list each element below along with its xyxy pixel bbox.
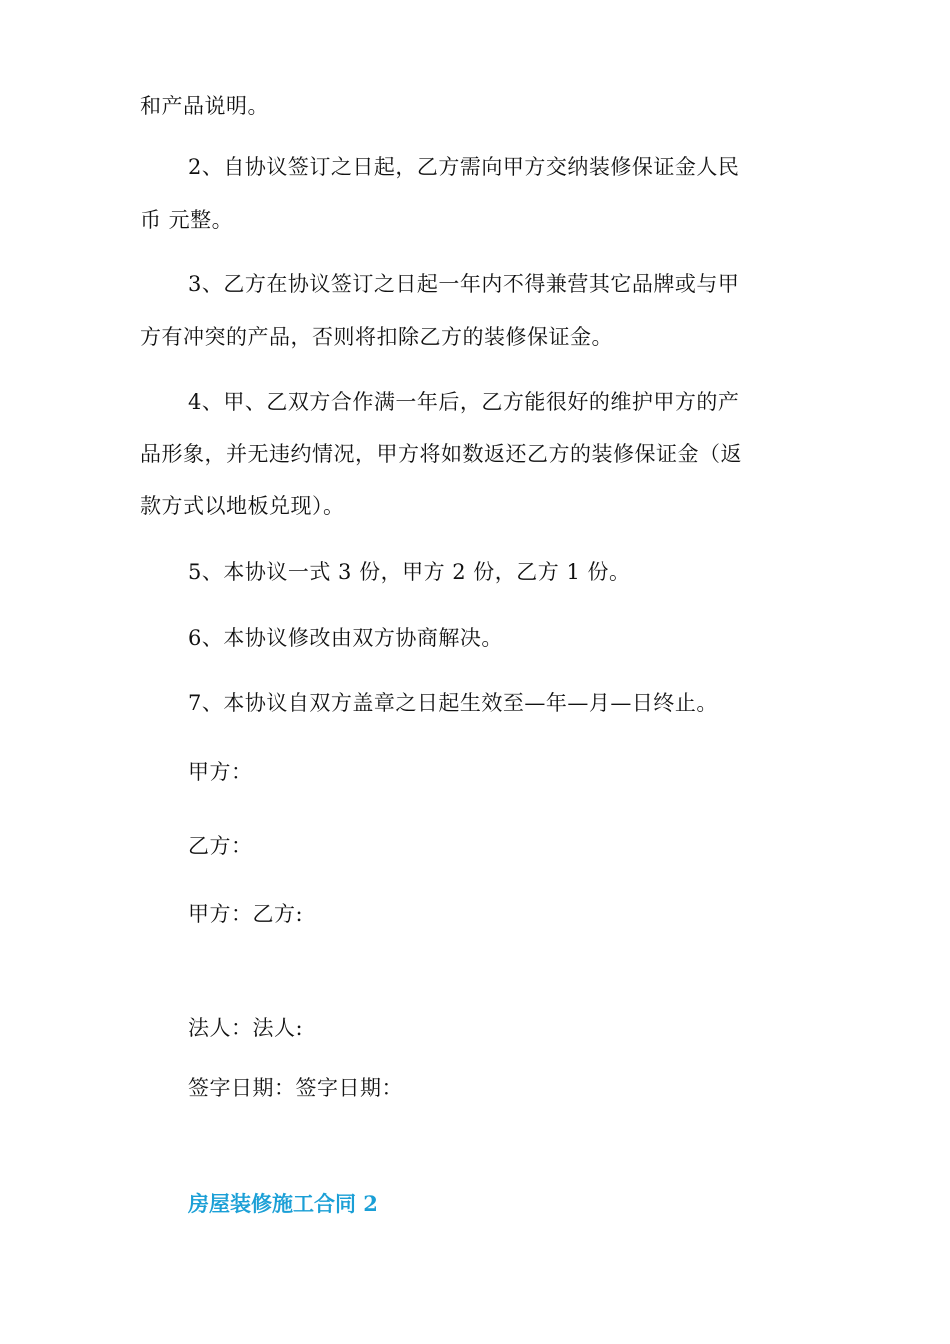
legal-person-line: 法人：法人: [188, 1016, 304, 1040]
clause-4-line-2: 品形象，并无违约情况，甲方将如数返还乙方的装修保证金（返 [140, 442, 742, 466]
paragraph-line: 和产品说明。 [140, 94, 269, 118]
clause-3-line-2: 方有冲突的产品，否则将扣除乙方的装修保证金。 [140, 325, 613, 349]
signature-date-line: 签字日期：签字日期： [188, 1076, 403, 1100]
section-heading: 房屋装修施工合同 2 [188, 1191, 378, 1216]
clause-6-line: 6、本协议修改由双方协商解决。 [188, 626, 503, 650]
clause-4-line-3: 款方式以地板兑现）。 [140, 494, 345, 518]
party-b-label: 乙方： [188, 834, 253, 858]
party-a-label: 甲方： [188, 760, 253, 784]
signature-parties-line: 甲方：乙方: [188, 902, 304, 926]
clause-2-line-1: 2、自协议签订之日起，乙方需向甲方交纳装修保证金人民 [188, 155, 740, 179]
clause-5-line: 5、本协议一式 3 份，甲方 2 份，乙方 1 份。 [188, 560, 631, 584]
clause-7-line: 7、本协议自双方盖章之日起生效至—年—月—日终止。 [188, 691, 718, 715]
clause-4-line-1: 4、甲、乙双方合作满一年后，乙方能很好的维护甲方的产 [188, 390, 740, 414]
clause-2-line-2: 币 元整。 [140, 208, 234, 232]
clause-3-line-1: 3、乙方在协议签订之日起一年内不得兼营其它品牌或与甲 [188, 272, 740, 296]
